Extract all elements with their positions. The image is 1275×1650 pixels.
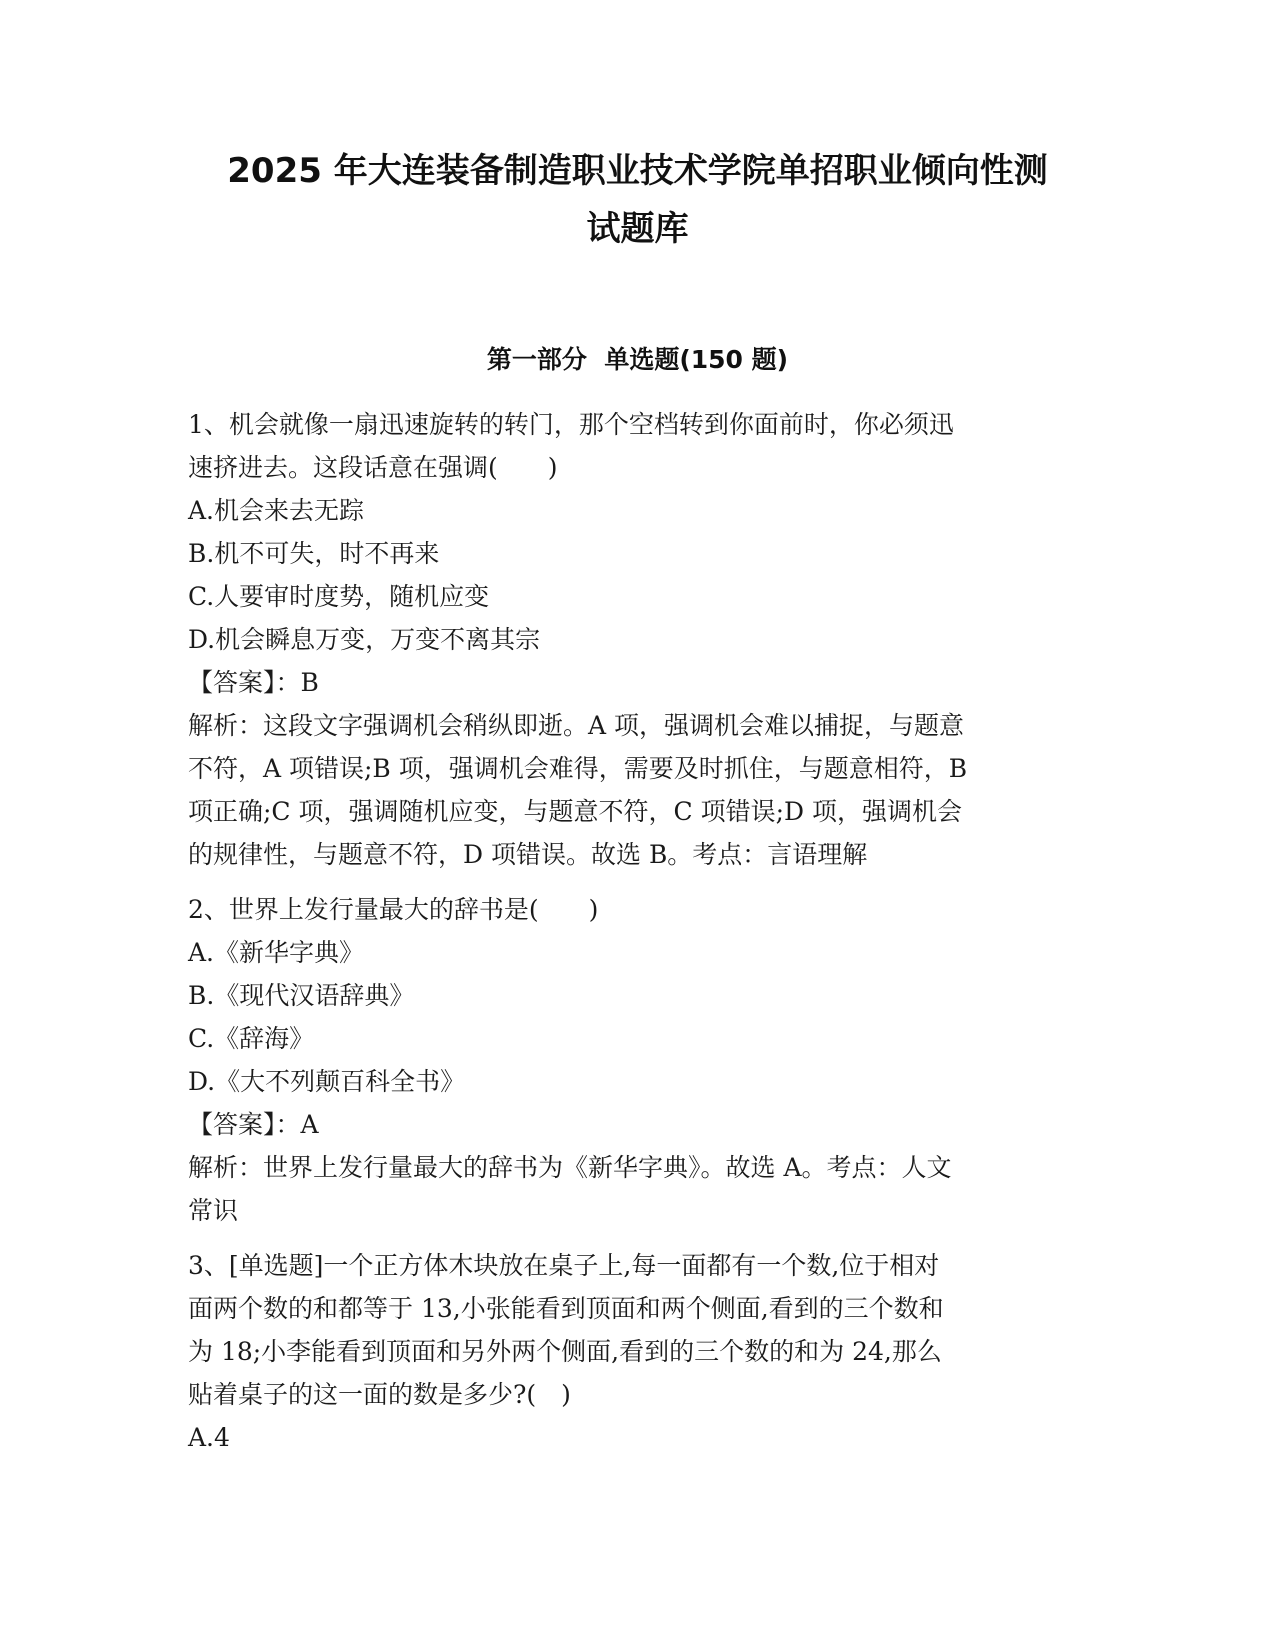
answer-line: 【答案】：B [188,668,319,697]
analysis-line: 常识 [188,1196,239,1225]
option-c: C.《辞海》 [188,1024,315,1053]
question-stem-line: 3、[单选题]一个正方体木块放在桌子上,每一面都有一个数,位于相对 [188,1251,940,1280]
question-stem-line: 速挤进去。这段话意在强调( ) [188,453,558,482]
question-stem-line: 1、机会就像一扇迅速旋转的转门，那个空档转到你面前时，你必须迅 [188,410,954,439]
question-spacer [188,1232,1088,1244]
analysis-line: 的规律性，与题意不符，D 项错误。故选 B。考点：言语理解 [188,840,868,869]
analysis-line: 解析：世界上发行量最大的辞书为《新华字典》。故选 A。考点：人文 [188,1153,952,1182]
analysis-line: 解析：这段文字强调机会稍纵即逝。A 项，强调机会难以捕捉，与题意 [188,711,965,740]
option-d: D.机会瞬息万变，万变不离其宗 [188,625,541,654]
document-title [170,142,1105,258]
answer-line: 【答案】：A [188,1110,319,1139]
question-spacer [188,876,1088,888]
question-stem-line: 面两个数的和都等于 13,小张能看到顶面和两个侧面,看到的三个数和 [188,1294,944,1323]
question-3 [188,1244,1088,1459]
option-c: C.人要审时度势，随机应变 [188,582,490,611]
option-d: D.《大不列颠百科全书》 [188,1067,466,1096]
option-a: A.《新华字典》 [188,938,365,967]
question-stem-line: 为 18;小李能看到顶面和另外两个侧面,看到的三个数的和为 24,那么 [188,1337,942,1366]
title-line-1: 2025 年大连装备制造职业技术学院单招职业倾向性测 [227,151,1048,191]
question-2 [188,888,1088,1232]
analysis-line: 不符，A 项错误;B 项，强调机会难得，需要及时抓住，与题意相符，B [188,754,968,783]
question-stem-line: 贴着桌子的这一面的数是多少?( ) [188,1380,571,1409]
section-heading: 第一部分 单选题(150 题) [486,345,789,374]
option-a: A.4 [188,1423,230,1452]
question-stem-line: 2、世界上发行量最大的辞书是( ) [188,895,599,924]
option-b: B.机不可失，时不再来 [188,539,440,568]
question-list [188,403,1088,1459]
title-line-2: 试题库 [586,209,689,249]
option-b: B.《现代汉语辞典》 [188,981,415,1010]
option-a: A.机会来去无踪 [188,496,365,525]
question-1 [188,403,1088,876]
analysis-line: 项正确;C 项，强调随机应变，与题意不符，C 项错误;D 项，强调机会 [188,797,962,826]
